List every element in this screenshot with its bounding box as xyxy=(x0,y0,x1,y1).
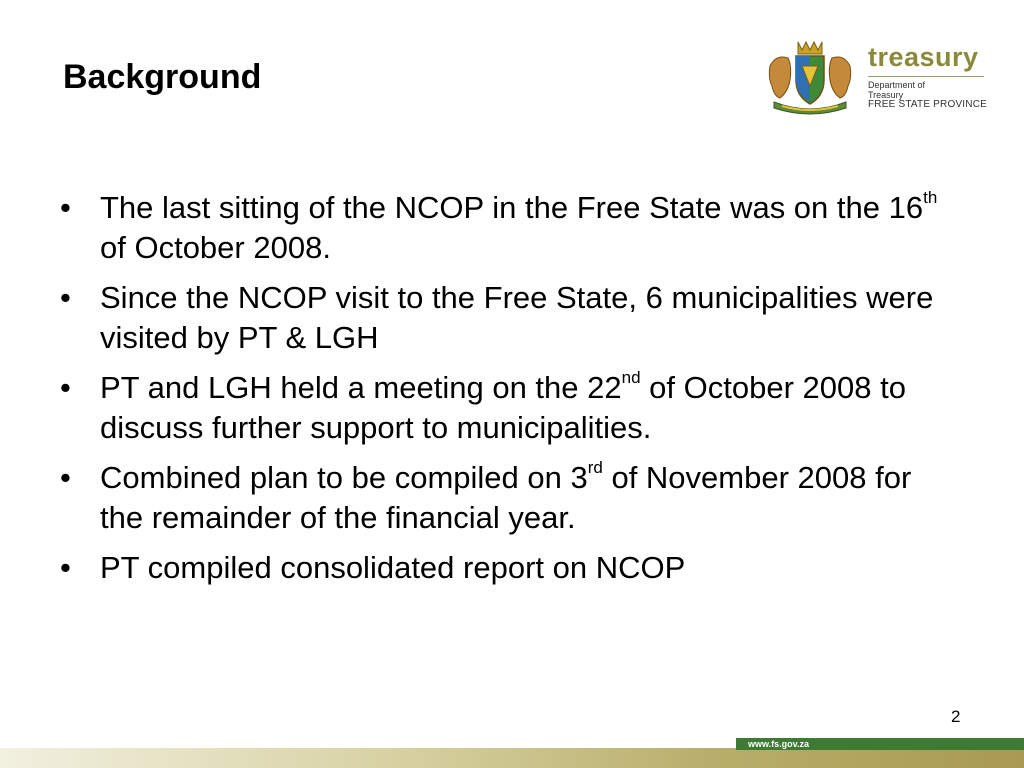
bullet-item xyxy=(60,188,960,268)
slide-title: Background xyxy=(63,58,262,96)
logo-divider xyxy=(868,76,984,77)
logo-department-line: Department of xyxy=(868,80,926,90)
bullet-marker: • xyxy=(60,460,71,495)
bullet-text: The last sitting of the NCOP in the Free State was on the 16 xyxy=(100,190,924,225)
bullet-text: PT and LGH held a meeting on the 22 xyxy=(100,370,622,405)
footer-bar xyxy=(0,738,1024,768)
logo-province-line: FREE STATE PROVINCE xyxy=(868,99,988,110)
page-number: 2 xyxy=(951,707,961,726)
bullet-item xyxy=(60,278,960,358)
bullet-marker: • xyxy=(60,370,71,405)
bullet-item xyxy=(60,458,960,538)
bullet-marker: • xyxy=(60,280,71,315)
bullet-text: Since the NCOP visit to the Free State, 6 municipalities were visited by PT & LGH xyxy=(100,280,934,355)
bullet-marker: • xyxy=(60,550,71,585)
bullet-text: Combined plan to be compiled on 3 xyxy=(100,460,588,495)
bullet-text-continued: of November 2008 for the remainder of the financial year. xyxy=(100,460,912,535)
bullet-marker: • xyxy=(60,190,71,225)
bullet-text-continued: of October 2008. xyxy=(100,230,331,265)
bullet-text-continued: of October 2008 to discuss further support to municipalities. xyxy=(100,370,906,445)
coat-of-arms-icon xyxy=(760,36,860,118)
bullet-text: PT compiled consolidated report on NCOP xyxy=(100,550,686,585)
treasury-logo xyxy=(760,36,990,118)
footer-url: www.fs.gov.za xyxy=(748,739,810,749)
bullet-superscript: th xyxy=(923,187,938,207)
logo-wordmark: treasury xyxy=(868,42,979,72)
footer-olive-band xyxy=(0,748,1024,768)
bullet-superscript: rd xyxy=(587,457,603,477)
bullet-superscript: nd xyxy=(621,367,641,387)
logo-treasury-line: Treasury xyxy=(868,90,904,100)
bullet-item xyxy=(60,368,960,448)
bullet-list xyxy=(60,188,960,598)
bullet-item xyxy=(60,548,960,588)
